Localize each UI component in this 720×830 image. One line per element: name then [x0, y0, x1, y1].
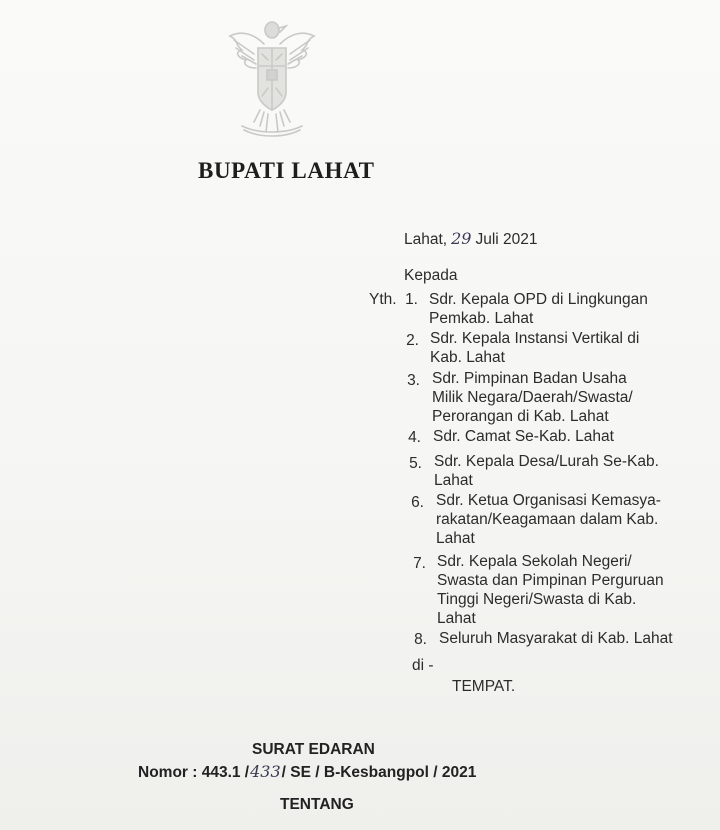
tentang-heading: TENTANG	[280, 796, 354, 813]
recipient-item	[434, 452, 694, 490]
date-month-year: Juli 2021	[475, 231, 538, 248]
recipient-line: Seluruh Masyarakat di Kab. Lahat	[439, 630, 673, 647]
recipient-number: 7.	[413, 555, 426, 572]
letter-title: BUPATI LAHAT	[198, 158, 375, 183]
recipient-item	[430, 329, 690, 367]
recipient-line: Sdr. Kepala Desa/Lurah Se-Kab.	[434, 453, 659, 470]
recipient-item	[436, 491, 696, 548]
recipient-item	[439, 629, 699, 648]
recipient-line: Sdr. Camat Se-Kab. Lahat	[433, 428, 614, 445]
recipient-line: Perorangan di Kab. Lahat	[432, 408, 609, 425]
recipient-item	[429, 290, 689, 328]
recipient-line: Pemkab. Lahat	[429, 310, 534, 327]
date-place: Lahat,	[404, 231, 448, 248]
recipient-number: 2.	[406, 332, 419, 349]
recipient-line: rakatan/Keagamaan dalam Kab.	[436, 511, 659, 528]
nomor-handwritten: 433	[250, 762, 281, 781]
yth-label: Yth.	[369, 291, 397, 308]
recipient-number: 4.	[408, 429, 421, 446]
recipient-number: 6.	[411, 494, 424, 511]
recipient-line: Swasta dan Pimpinan Perguruan	[437, 572, 664, 589]
di-label: di -	[412, 657, 434, 674]
surat-edaran-heading: SURAT EDARAN	[252, 741, 375, 758]
recipient-line: Sdr. Ketua Organisasi Kemasya-	[436, 492, 661, 509]
recipient-line: Tinggi Negeri/Swasta di Kab.	[437, 591, 637, 608]
recipient-line: Sdr. Kepala Sekolah Negeri/	[437, 553, 632, 570]
recipient-line: Sdr. Pimpinan Badan Usaha	[432, 370, 627, 387]
recipient-number: 5.	[409, 455, 422, 472]
recipient-number: 1.	[405, 291, 418, 308]
recipient-line: Lahat	[436, 530, 475, 547]
garuda-emblem-icon	[224, 14, 320, 144]
recipient-item	[432, 369, 692, 426]
recipient-line: Lahat	[434, 472, 473, 489]
letter-date	[404, 229, 538, 249]
recipient-line: Sdr. Kepala Instansi Vertikal di	[430, 330, 640, 347]
recipient-number: 8.	[414, 631, 427, 648]
tempat-label: TEMPAT.	[452, 678, 516, 695]
recipient-line: Sdr. Kepala OPD di Lingkungan	[429, 291, 648, 308]
date-day-handwritten: 29	[451, 229, 472, 248]
recipient-line: Milik Negara/Daerah/Swasta/	[432, 389, 633, 406]
nomor-suffix: / SE / B-Kesbangpol / 2021	[281, 764, 477, 781]
kepada-label: Kepada	[404, 267, 458, 284]
recipient-number: 3.	[407, 372, 420, 389]
recipient-item	[433, 427, 693, 446]
recipient-item	[437, 552, 697, 628]
recipient-line: Lahat	[437, 610, 476, 627]
nomor-line	[138, 762, 476, 782]
nomor-prefix: Nomor : 443.1 /	[138, 764, 250, 781]
recipient-line: Kab. Lahat	[430, 349, 505, 366]
